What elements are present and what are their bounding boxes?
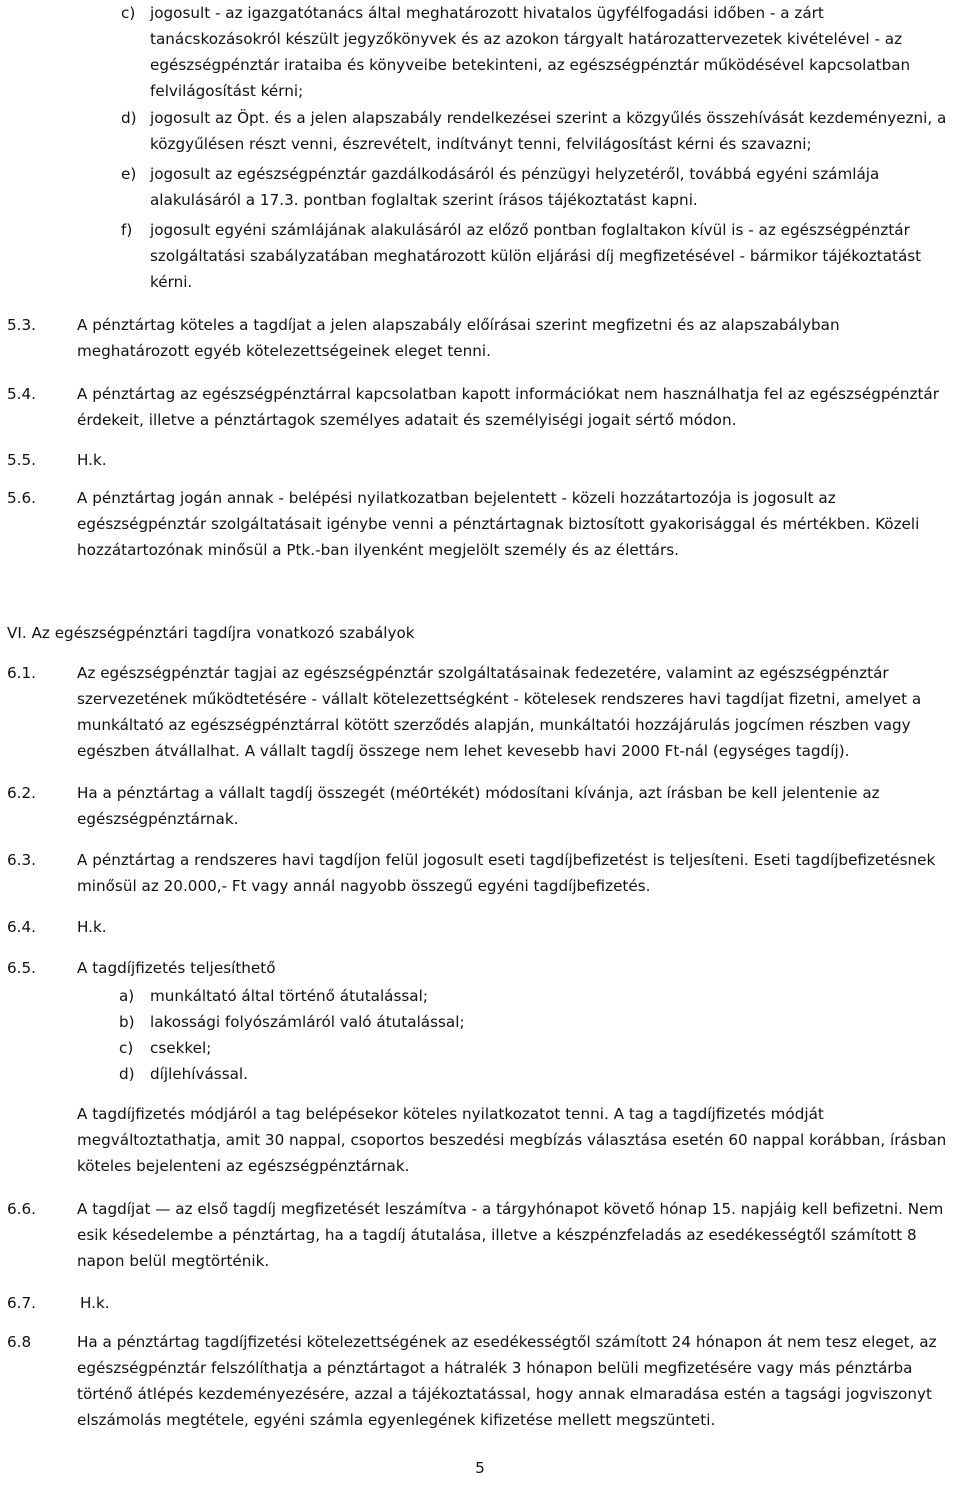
paragraph-number: 6.6. bbox=[7, 1200, 36, 1218]
paragraph-number: 6.2. bbox=[7, 784, 36, 802]
paragraph-number: 6.4. bbox=[7, 918, 36, 936]
paragraph-number: 6.5. bbox=[7, 959, 36, 977]
list-text: csekkel; bbox=[150, 1039, 212, 1057]
paragraph-number: 6.7. bbox=[7, 1294, 36, 1312]
paragraph-text: A pénztártag köteles a tagdíjat a jelen alapszabály előírásai szerint megfizetni és az alapszabályban meghatározott egyéb kötelezettségeinek eleget tenni. bbox=[77, 316, 840, 360]
paragraph-number: 5.4. bbox=[7, 385, 36, 403]
paragraph-text: A tagdíjfizetés módjáról a tag belépésekor köteles nyilatkozatot tenni. A tag a tagdíjfizetés módját megváltoztathatja, amit 30 nappal, csoportos beszedési megbízás választása esetén 60 nappal korábban, írásban köteles bejelenteni az egészségpénztárnak. bbox=[77, 1105, 947, 1175]
list-text: lakossági folyószámláról való átutalással; bbox=[150, 1013, 465, 1031]
paragraph-number: 6.3. bbox=[7, 851, 36, 869]
paragraph-text: H.k. bbox=[77, 918, 107, 936]
list-text: jogosult az Öpt. és a jelen alapszabály rendelkezései szerint a közgyűlés összehívását kezdeményezni, a közgyűlésen részt venni, észrevételt, indítványt tenni, felvilágosítást kérni és szavazni; bbox=[150, 109, 947, 153]
list-label: b) bbox=[119, 1013, 135, 1031]
paragraph-number: 5.6. bbox=[7, 489, 36, 507]
paragraph-text: H.k. bbox=[80, 1294, 110, 1312]
paragraph-text: A tagdíjfizetés teljesíthető bbox=[77, 959, 276, 977]
paragraph-text: A tagdíjat — az első tagdíj megfizetését leszámítva - a tárgyhónapot követő hónap 15. napjáig kell befizetni. Nem esik késedelembe a pénztártag, ha a tagdíj átutalása, illetve a készpénzfeladás az esedékességtől számított 8 napon belül megtörténik. bbox=[77, 1200, 944, 1270]
list-text: munkáltató által történő átutalással; bbox=[150, 987, 428, 1005]
paragraph-number: 5.5. bbox=[7, 451, 36, 469]
paragraph-text: Ha a pénztártag a vállalt tagdíj összegét (mé0rtékét) módosítani kívánja, azt írásban be kell jelentenie az egészségpénztárnak. bbox=[77, 784, 880, 828]
list-text: jogosult egyéni számlájának alakulásáról az előző pontban foglaltakon kívül is - az egészségpénztár szolgáltatási szabályzatában meghatározott külön eljárási díj megfizetésével - bármikor tájékoztatást kérni. bbox=[150, 221, 922, 291]
list-label: e) bbox=[121, 165, 137, 183]
paragraph-text: Ha a pénztártag tagdíjfizetési kötelezettségének az esedékességtől számított 24 hónapon át nem tesz eleget, az egészségpénztár felszólíthatja a pénztártagot a hátralék 3 hónapon belüli megfizetésére vagy más pénztárba történő átlépés kezdeményezésére, azzal a tájékoztatással, hogy annak elmaradása estén a tagsági jogviszonyt elszámolás megtétele, egyéni számla egyenlegének kifizetése mellett megszünteti. bbox=[77, 1333, 937, 1429]
paragraph-text: A pénztártag a rendszeres havi tagdíjon felül jogosult eseti tagdíjbefizetést is teljesíteni. Eseti tagdíjbefizetésnek minősül az 20.000,- Ft vagy annál nagyobb összegű egyéni tagdíjbefizetés. bbox=[77, 851, 936, 895]
paragraph-text: A pénztártag jogán annak - belépési nyilatkozatban bejelentett - közeli hozzátartozója is jogosult az egészségpénztár szolgáltatásait igénybe venni a pénztártagnak biztosított gyakorisággal és mértékben. Közeli hozzátartozónak minősül a Ptk.-ban ilyenként megjelölt személy és az élettárs. bbox=[77, 489, 920, 559]
list-text: jogosult - az igazgatótanács által meghatározott hivatalos ügyfélfogadási időben - a zárt tanácskozásokról készült jegyzőkönyvek és az azokon tárgyalt határozattervezetek kivételével - az egészségpénztár irataiba és könyveibe betekinteni, az egészségpénztár működésével kapcsolatban felvilágosítást kérni; bbox=[150, 4, 911, 100]
list-text: jogosult az egészségpénztár gazdálkodásáról és pénzügyi helyzetéről, továbbá egyéni számlája alakulásáról a 17.3. pontban foglaltak szerint írásos tájékoztatást kapni. bbox=[150, 165, 880, 209]
list-label: d) bbox=[121, 109, 137, 127]
paragraph-text: A pénztártag az egészségpénztárral kapcsolatban kapott információkat nem használhatja fel az egészségpénztár érdekeit, illetve a pénztártagok személyes adatait és személyiségi jogait sértő módon. bbox=[77, 385, 939, 429]
list-text: díjlehívással. bbox=[150, 1065, 248, 1083]
list-label: c) bbox=[121, 4, 136, 22]
list-label: d) bbox=[119, 1065, 135, 1083]
page-number: 5 bbox=[475, 1459, 485, 1477]
list-label: c) bbox=[119, 1039, 134, 1057]
paragraph-number: 6.1. bbox=[7, 664, 36, 682]
section-heading: VI. Az egészségpénztári tagdíjra vonatkozó szabályok bbox=[7, 624, 415, 642]
paragraph-number: 5.3. bbox=[7, 316, 36, 334]
paragraph-text: H.k. bbox=[77, 451, 107, 469]
paragraph-text: Az egészségpénztár tagjai az egészségpénztár szolgáltatásainak fedezetére, valamint az egészségpénztár szervezetének működtetésére - vállalt kötelezettségként - kötelesek rendszeres havi tagdíjat fizetni, amelyet a munkáltató az egészségpénztárral kötött szerződés alapján, munkáltatói hozzájárulás jogcímen részben vagy egészben átvállalhat. A vállalt tagdíj összege nem lehet kevesebb havi 2000 Ft-nál (egységes tagdíj). bbox=[77, 664, 922, 760]
list-label: f) bbox=[121, 221, 133, 239]
paragraph-number: 6.8 bbox=[7, 1333, 32, 1351]
list-label: a) bbox=[119, 987, 135, 1005]
